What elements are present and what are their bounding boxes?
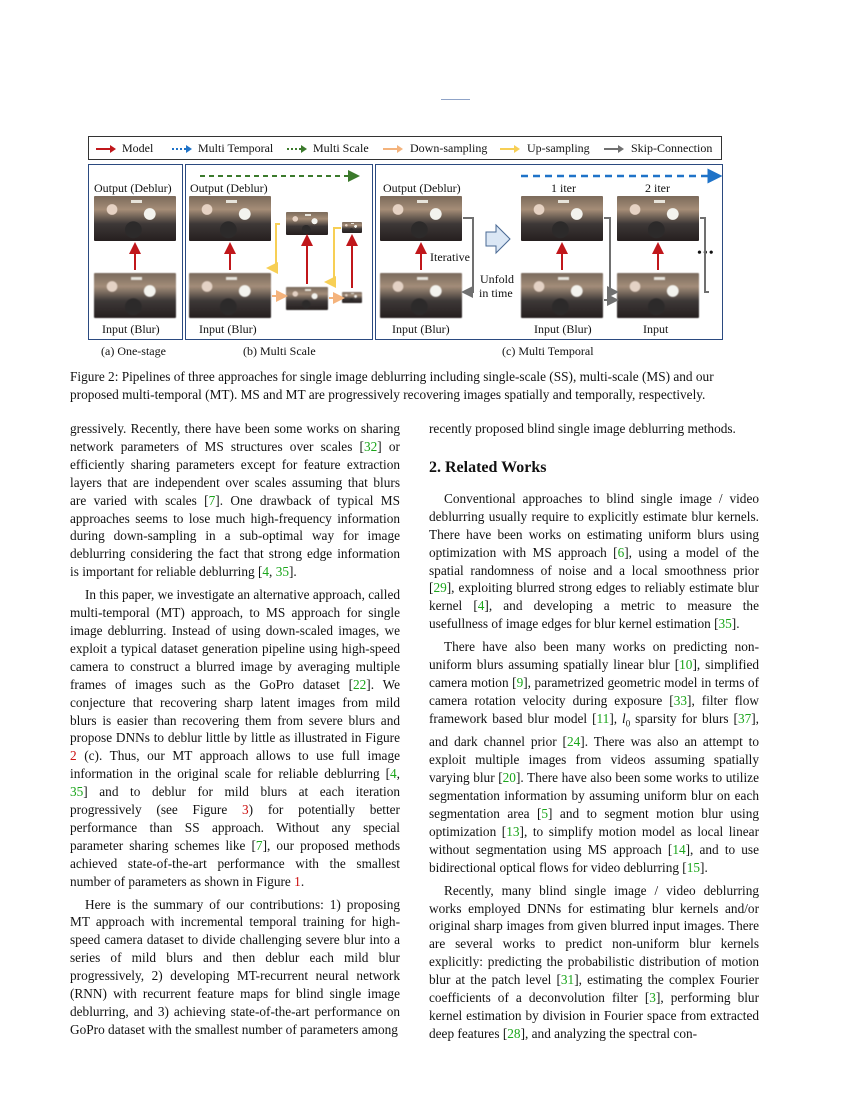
left-column: [70, 420, 400, 1039]
subcaption-c: (c) Multi Temporal: [502, 344, 594, 358]
iter2-label: 2 iter: [645, 181, 670, 195]
input-blur-label: Input (Blur): [392, 322, 450, 336]
input-blur-label: Input (Blur): [534, 322, 592, 336]
legend-label: Down-sampling: [410, 141, 488, 155]
subcaption-a: (a) One-stage: [101, 344, 166, 358]
right-column: [429, 420, 759, 1043]
paragraph: Conventional approaches to blind single image / video deblurring usually require to explicitly estimate blur kernels. There have been works on estimating uniform blurs using optimization with MS approach [6], using a model of the spatial randomness of noise and a local smoothness prior [29], exploiting blurred strong edges to reliably estimate blur kernel [4], and developing a metric to measure the usefullness of image edges for blur kernel estimation [35].: [429, 490, 759, 632]
ellipsis: •••: [697, 246, 715, 261]
section-title: 2. Related Works: [429, 458, 547, 476]
input-label: Input: [643, 322, 669, 336]
iter1-label: 1 iter: [551, 181, 576, 195]
unfold-label: Unfold: [480, 272, 514, 286]
in-time-label: in time: [479, 286, 513, 300]
legend-label: Multi Temporal: [198, 141, 274, 155]
paragraph: In this paper, we investigate an alternative approach, called multi-temporal (MT) approach, to MS approach for single image deblurring. Instead of using down-scaled images, we exploit a typical dataset generation pipeline using high-speed camera to construct a blurred image by averaging multiple frames of images such as the GoPro dataset [22]. We conjecture that recovering sharp latent images from mild blurs is easier than recovering them from severe blurs and propose DNNs to deblur little by little as illustrated in Figure 2 (c). Thus, our MT approach allows to use full image information in the original scale for reliable deblurring [4, 35] and to deblur for mild blurs at each iteration progressively (see Figure 3) for potentially better performance than SS approach. Without any special parameter sharing schemes like [7], our proposed methods achieved state-of-the-art performance with the smallest number of parameters as shown in Figure 1.: [70, 587, 400, 889]
top-rule: [441, 99, 470, 100]
paragraph: gressively. Recently, there have been some works on sharing network parameters of MS structures over scales [32] or efficiently sharing parameters except for feature extraction layers that are independent over scales assuming that blurs are varied with scales [7]. One drawback of typical MS approaches seems to lose much high-frequency information during down-sampling in a sub-optimal way for image deblurring considering the fact that strong edge information is important for reliable deblurring [4, 35].: [70, 421, 400, 580]
output-deblur-label: Output (Deblur): [383, 181, 461, 195]
legend-label: Model: [122, 141, 154, 155]
input-blur-label: Input (Blur): [199, 322, 257, 336]
output-deblur-label: Output (Deblur): [190, 181, 268, 195]
legend-label: Multi Scale: [313, 141, 369, 155]
legend-label: Skip-Connection: [631, 141, 713, 155]
output-deblur-label: Output (Deblur): [94, 181, 172, 195]
legend-label: Up-sampling: [527, 141, 590, 155]
figure-caption: Figure 2: Pipelines of three approaches for single image deblurring including single-scale (SS), multi-scale (MS) and our proposed multi-temporal (MT). MS and MT are progressively recovering images spatially and temporally, respectively.: [70, 369, 714, 402]
figure-2: [88, 136, 724, 364]
paragraph: recently proposed blind single image deblurring methods.: [429, 421, 736, 436]
paragraph: There have also been many works on predicting non-uniform blurs assuming spatially linear blur [10], simplified camera motion [9], parametrized geometric model in terms of camera rotation velocity during exposure [33], filter flow framework based blur model [11], $l_0$ sparsity for blurs [37], and dark channel prior [24]. There was also an attempt to exploit multiple images from videos assuming spatially varying blur [20]. There have also been some works to utilize segmentation information by assuming uniform blur on each segmentation area [5] and to segment motion blur using optimization [13], to simplify motion model as local linear without segmentation using MS approach [14], and to use bidirectional optical flows for video deblurring [15].: [429, 639, 760, 875]
figure-arrows: [88, 136, 724, 364]
iterative-label: Iterative: [430, 250, 470, 264]
paragraph: Here is the summary of our contributions: 1) proposing MT approach with incremental temporal training for high-speed camera dataset to divide challenging severe blur into a series of mild blurs and then deblur each mild blur progressively, 2) developing MT-recurrent neural network (RNN) with recurrent feature maps for blind single image deblurring, and 3) achieving state-of-the-art performance on GoPro dataset with the smallest number of parameters among: [70, 896, 400, 1037]
input-blur-label: Input (Blur): [102, 322, 160, 336]
subcaption-b: (b) Multi Scale: [243, 344, 316, 358]
paragraph: Recently, many blind single image / video deblurring works employed DNNs for estimating blur kernels and/or original sharp images from given blurred input images. There are several works to predict non-uniform blur kernels explicitly: predicting the probabilistic distribution of motion blur at the patch level [31], estimating the complex Fourier coefficients of a deconvolution filter [3], performing blur kernel estimation by division in Fourier space from extracted deep features [28], and analyzing the spectral con-: [429, 882, 759, 1041]
